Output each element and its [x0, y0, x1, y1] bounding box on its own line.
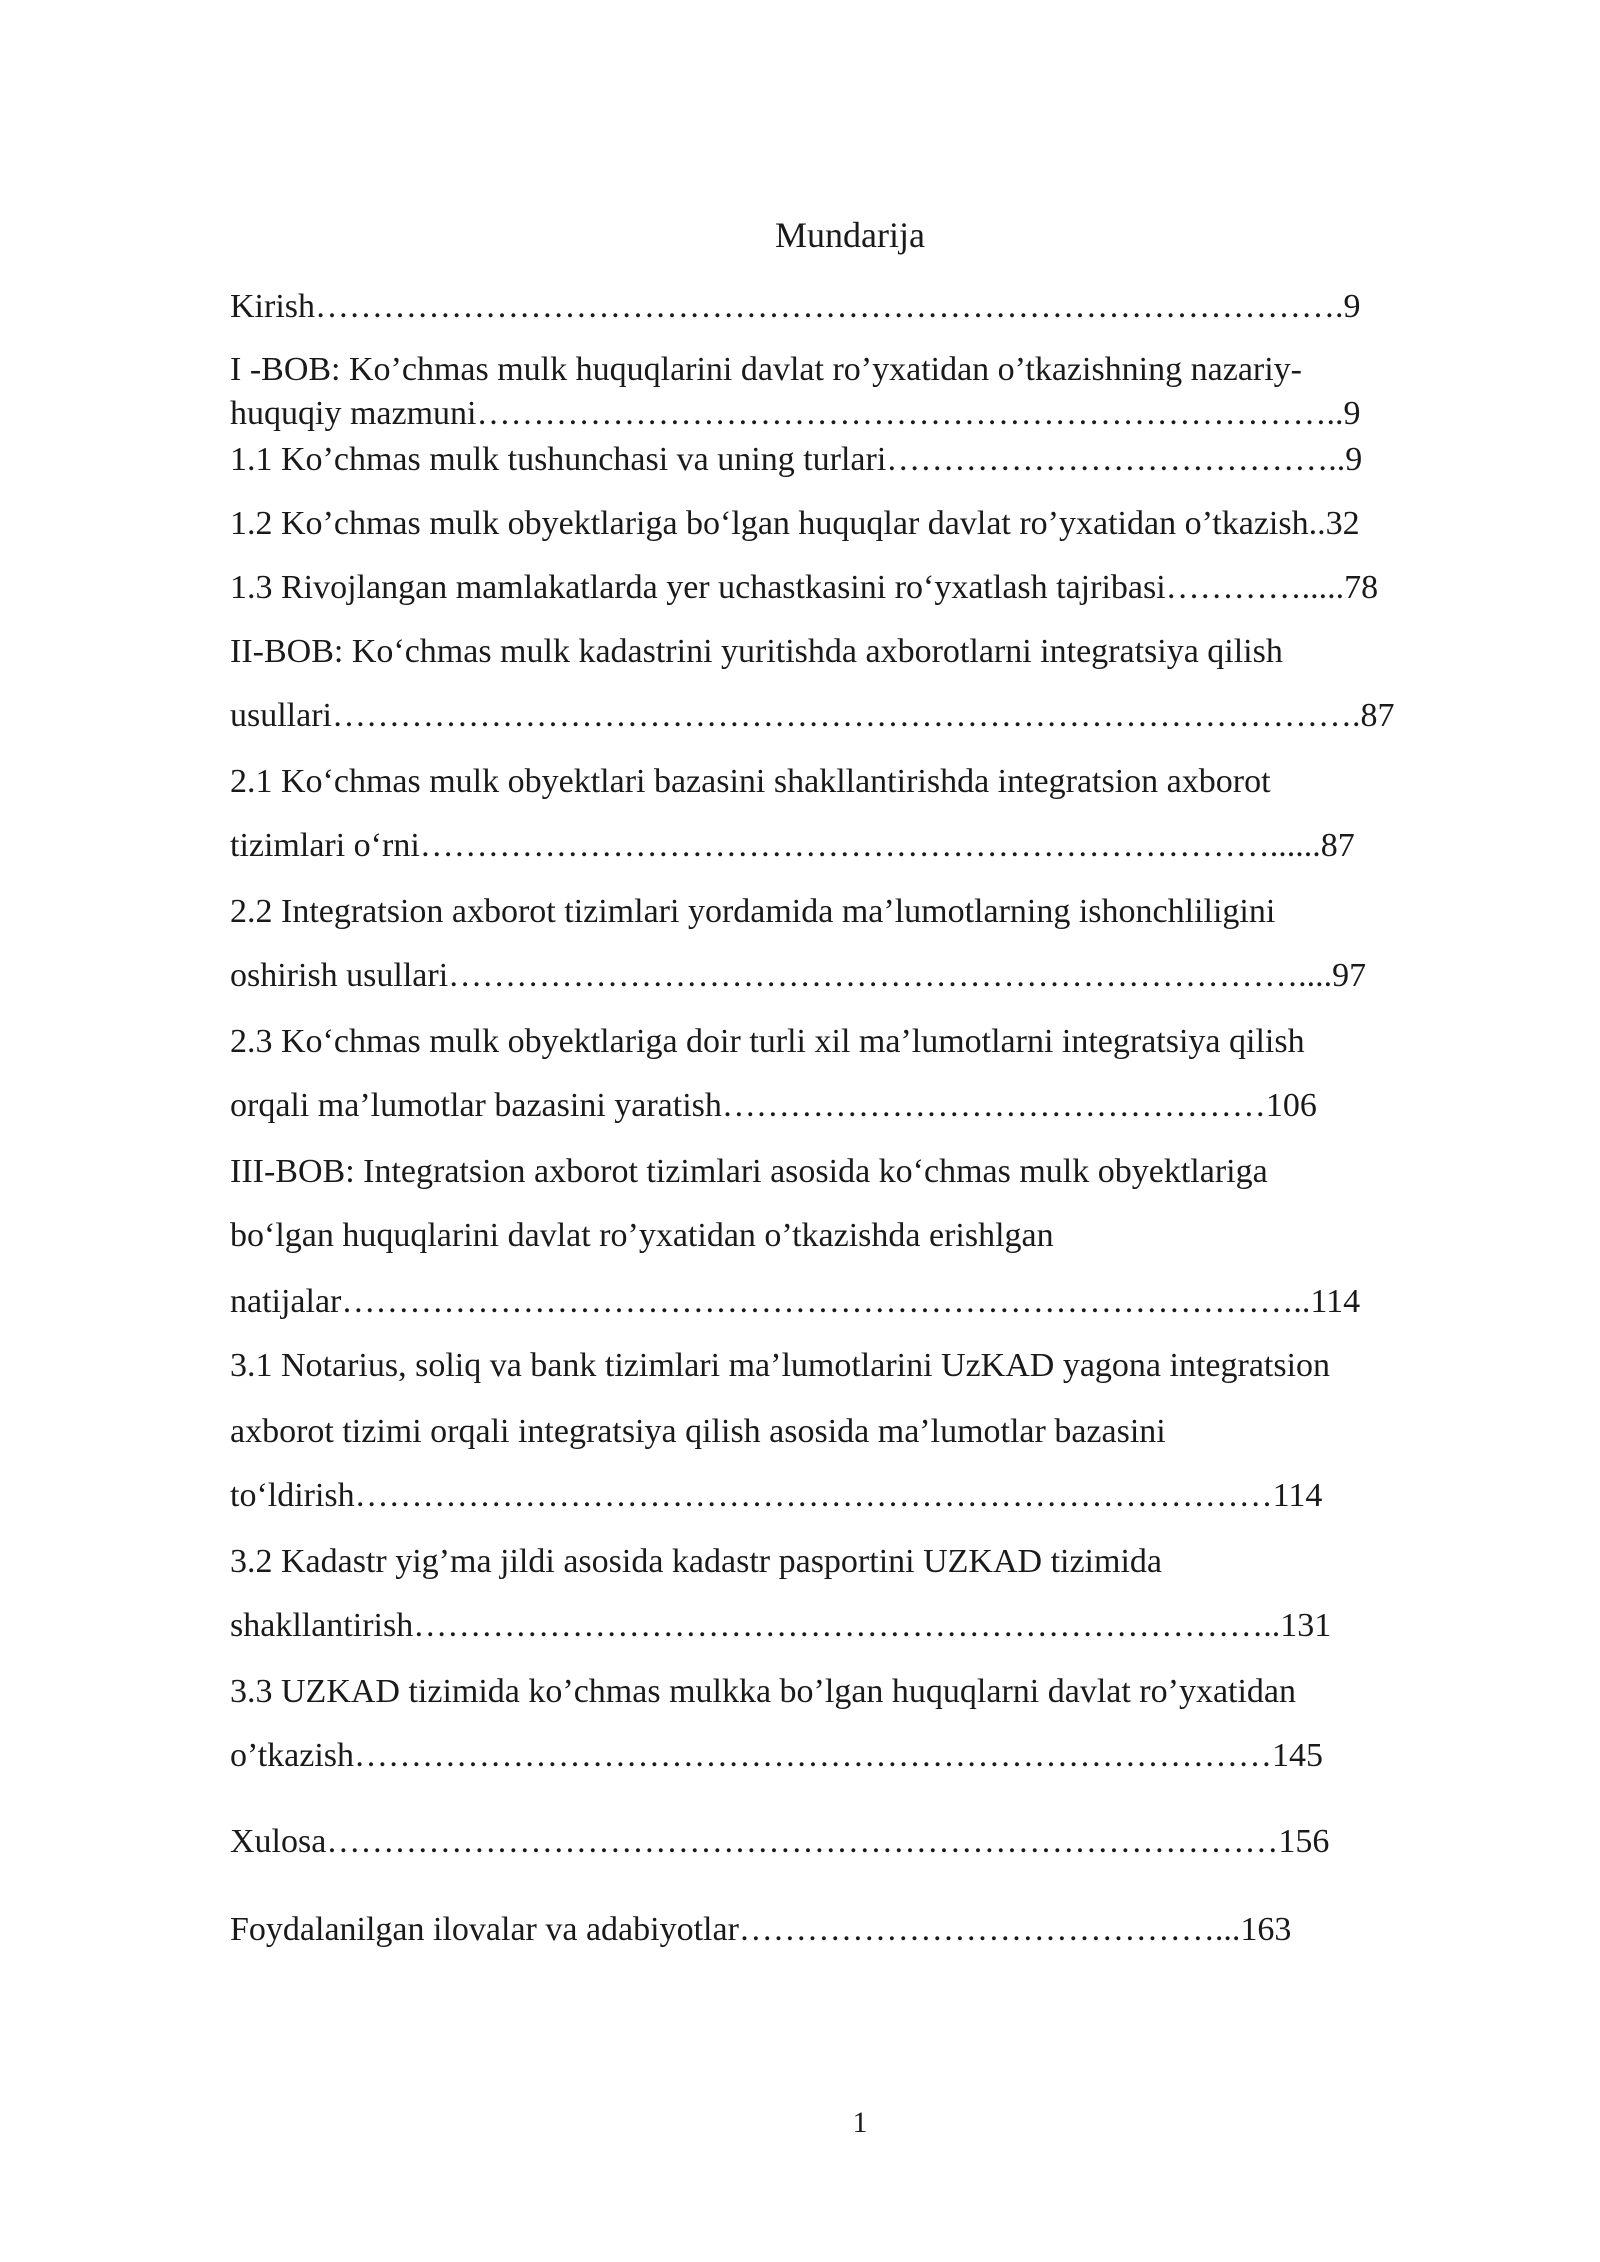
toc-line-conclusion: Xulosa…………………………………………………………………………156: [230, 1823, 1330, 1860]
toc-line-references: Foydalanilgan ilovalar va adabiyotlar……………………………………...163: [230, 1911, 1292, 1948]
toc-line-chapter-3-title: III-BOB: Integratsion axborot tizimlari asosida ko‘chmas mulk obyektlariga: [230, 1153, 1268, 1190]
toc-line-section-2-1: 2.1 Ko‘chmas mulk obyektlari bazasini shakllantirishda integratsion axborot: [230, 763, 1271, 800]
toc-line-section-3-1-end: to‘ldirish………………………………………………………………………114: [230, 1477, 1323, 1514]
toc-line-chapter-2-title-cont: usullari……………………………………………………………………………….87: [230, 697, 1395, 734]
toc-line-section-2-1-cont: tizimlari o‘rni…………………………………………………………………......87: [230, 827, 1355, 864]
toc-line-section-3-2-cont: shakllantirish…………………………………………………………………..131: [230, 1607, 1332, 1644]
toc-line-section-2-3-cont: orqali ma’lumotlar bazasini yaratish…………………………………………106: [230, 1087, 1317, 1124]
table-of-contents: [230, 0, 1482, 2262]
toc-line-section-2-2-cont: oshirish usullari…………………………………………………………………....97: [230, 957, 1367, 994]
toc-line-section-3-3-cont: o’tkazish………………………………………………………………………145: [230, 1737, 1324, 1774]
toc-line-section-3-1: 3.1 Notarius, soliq va bank tizimlari ma’lumotlarini UzKAD yagona integratsion: [230, 1347, 1331, 1384]
toc-line-section-1-2: 1.2 Ko’chmas mulk obyektlariga bo‘lgan huquqlar davlat ro’yxatidan o’tkazish..32: [230, 505, 1360, 542]
toc-line-introduction: Kirish……………………………………………………………………………….9: [230, 288, 1361, 325]
toc-line-section-3-3: 3.3 UZKAD tizimida ko’chmas mulkka bo’lgan huquqlarni davlat ro’yxatidan: [230, 1673, 1297, 1710]
toc-line-chapter-3-title-end: natijalar…………………………………………………………………………..114: [230, 1283, 1361, 1320]
toc-line-section-1-1: 1.1 Ko’chmas mulk tushunchasi va uning turlari…………………………………..9: [230, 441, 1363, 478]
toc-line-section-3-1-cont: axborot tizimi orqali integratsiya qilish asosida ma’lumotlar bazasini: [230, 1413, 1166, 1450]
toc-line-section-2-2: 2.2 Integratsion axborot tizimlari yordamida ma’lumotlarning ishonchliligini: [230, 893, 1276, 930]
toc-line-section-3-2: 3.2 Kadastr yig’ma jildi asosida kadastr pasportini UZKAD tizimida: [230, 1543, 1162, 1580]
toc-line-chapter-3-title-cont: bo‘lgan huquqlarini davlat ro’yxatidan o’tkazishda erishlgan: [230, 1217, 1054, 1254]
toc-line-section-2-3: 2.3 Ko‘chmas mulk obyektlariga doir turli xil ma’lumotlarni integratsiya qilish: [230, 1023, 1305, 1060]
toc-line-chapter-2-title: II-BOB: Ko‘chmas mulk kadastrini yuritishda axborotlarni integratsiya qilish: [230, 633, 1283, 670]
page-number: 1: [852, 2106, 868, 2139]
toc-title: Mundarija: [775, 215, 925, 255]
toc-line-section-1-3: 1.3 Rivojlangan mamlakatlarda yer uchastkasini ro‘yxatlash tajribasi………….....78: [230, 569, 1379, 606]
toc-line-chapter-1-title: I -BOB: Ko’chmas mulk huquqlarini davlat ro’yxatidan o’tkazishning nazariy-: [230, 351, 1302, 388]
toc-line-chapter-1-title-cont: huquqiy mazmuni…………………………………………………………………..9: [230, 395, 1361, 432]
